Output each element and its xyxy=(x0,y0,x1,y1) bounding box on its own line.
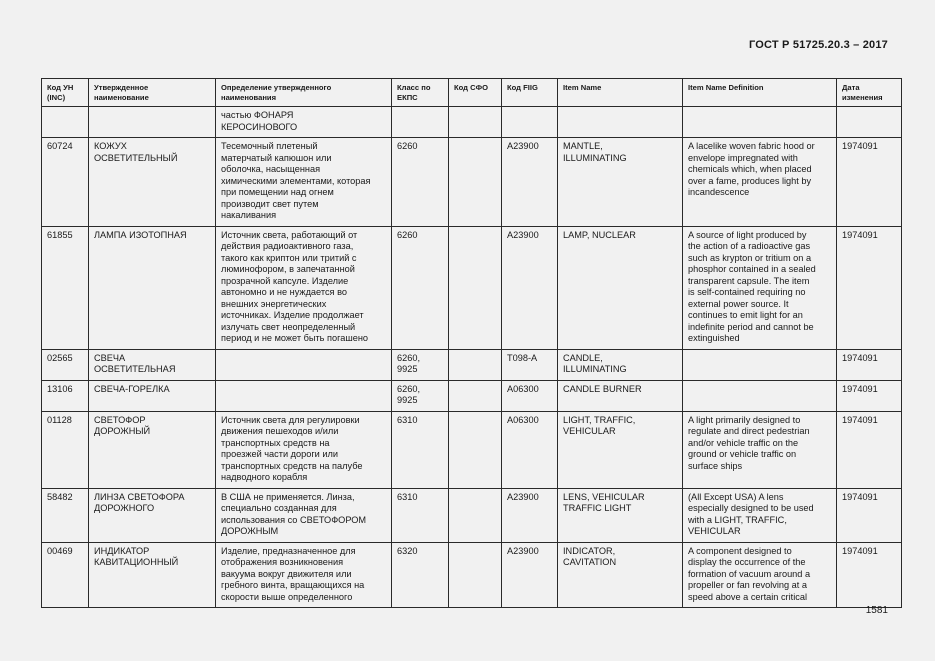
cell-change-date: 1974091 xyxy=(837,380,902,411)
cell-fiig-code: A23900 xyxy=(502,226,558,349)
header-item-name: Item Name xyxy=(558,79,683,107)
cell-sfo-code xyxy=(449,107,502,138)
cell-sfo-code xyxy=(449,226,502,349)
cell-item-definition: (All Except USA) A lens especially designed to be used with a LIGHT, TRAFFIC, VEHICULAR xyxy=(683,488,837,542)
header-fiig-code: Код FIIG xyxy=(502,79,558,107)
cell-sfo-code xyxy=(449,542,502,608)
header-change-date: Дата изменения xyxy=(837,79,902,107)
cell-item-name: INDICATOR, CAVITATION xyxy=(558,542,683,608)
catalog-table xyxy=(41,78,902,608)
header-item-definition: Item Name Definition xyxy=(683,79,837,107)
cell-ekps-class: 6310 xyxy=(392,488,449,542)
document-title: ГОСТ Р 51725.20.3 – 2017 xyxy=(748,39,888,51)
cell-sfo-code xyxy=(449,138,502,227)
cell-item-name: LENS, VEHICULAR TRAFFIC LIGHT xyxy=(558,488,683,542)
header-inc-code: Код УН (INC) xyxy=(42,79,89,107)
cell-inc-code: 13106 xyxy=(42,380,89,411)
cell-approved-name: ЛИНЗА СВЕТОФОРА ДОРОЖНОГО xyxy=(89,488,216,542)
cell-definition: Источник света для регулировки движения пешеходов и/или транспортных средств на проезжей части дороги или транспортных средств на палубе надводного корабля xyxy=(216,411,392,488)
cell-item-name: CANDLE, ILLUMINATING xyxy=(558,349,683,380)
cell-definition: Источник света, работающий от действия радиоактивного газа, такого как криптон или тритий с люминофором, в запечатанной прозрачной капсуле. Изделие автономно и не нуждается во внешних энергетических источниках. Изделие продолжает излучать свет неопределенный период и не может быть погашено xyxy=(216,226,392,349)
cell-ekps-class: 6260, 9925 xyxy=(392,380,449,411)
cell-definition xyxy=(216,349,392,380)
cell-sfo-code xyxy=(449,488,502,542)
cell-fiig-code: T098-A xyxy=(502,349,558,380)
cell-change-date: 1974091 xyxy=(837,542,902,608)
cell-inc-code: 01128 xyxy=(42,411,89,488)
cell-fiig-code: A06300 xyxy=(502,411,558,488)
cell-change-date: 1974091 xyxy=(837,411,902,488)
cell-item-name: MANTLE, ILLUMINATING xyxy=(558,138,683,227)
cell-fiig-code xyxy=(502,107,558,138)
cell-fiig-code: A06300 xyxy=(502,380,558,411)
cell-change-date xyxy=(837,107,902,138)
table-row xyxy=(42,349,902,380)
cell-item-definition: A source of light produced by the action of a radioactive gas such as krypton or tritium on a phosphor contained in a sealed transparent capsule. The item is self-contained requiring no external power source. It continues to emit light for an indefinite period and cannot be extinguished xyxy=(683,226,837,349)
cell-change-date: 1974091 xyxy=(837,349,902,380)
cell-item-definition xyxy=(683,349,837,380)
cell-ekps-class: 6310 xyxy=(392,411,449,488)
cell-change-date: 1974091 xyxy=(837,488,902,542)
cell-inc-code: 60724 xyxy=(42,138,89,227)
table-row xyxy=(42,411,902,488)
cell-ekps-class: 6320 xyxy=(392,542,449,608)
cell-item-name: CANDLE BURNER xyxy=(558,380,683,411)
cell-item-name xyxy=(558,107,683,138)
cell-item-definition: A lacelike woven fabric hood or envelope impregnated with chemicals which, when placed over a fame, produces light by incandescence xyxy=(683,138,837,227)
cell-item-definition: A component designed to display the occurrence of the formation of vacuum around a propeller or fan revolving at a speed above a certain critical xyxy=(683,542,837,608)
cell-approved-name: ЛАМПА ИЗОТОПНАЯ xyxy=(89,226,216,349)
header-definition: Определение утвержденного наименования xyxy=(216,79,392,107)
cell-definition xyxy=(216,380,392,411)
cell-definition: В США не применяется. Линза, специально созданная для использования со СВЕТОФОРОМ ДОРОЖНЫМ xyxy=(216,488,392,542)
cell-approved-name: СВЕТОФОР ДОРОЖНЫЙ xyxy=(89,411,216,488)
cell-inc-code: 58482 xyxy=(42,488,89,542)
table-header-row xyxy=(42,79,902,107)
cell-sfo-code xyxy=(449,411,502,488)
cell-approved-name: СВЕЧА ОСВЕТИТЕЛЬНАЯ xyxy=(89,349,216,380)
cell-ekps-class: 6260, 9925 xyxy=(392,349,449,380)
header-sfo-code: Код СФО xyxy=(449,79,502,107)
cell-inc-code: 61855 xyxy=(42,226,89,349)
table-row xyxy=(42,488,902,542)
cell-approved-name xyxy=(89,107,216,138)
cell-approved-name: СВЕЧА-ГОРЕЛКА xyxy=(89,380,216,411)
cell-definition: частью ФОНАРЯ КЕРОСИНОВОГО xyxy=(216,107,392,138)
cell-ekps-class: 6260 xyxy=(392,226,449,349)
cell-change-date: 1974091 xyxy=(837,138,902,227)
header-approved-name: Утвержденное наименование xyxy=(89,79,216,107)
table-row xyxy=(42,380,902,411)
header-ekps-class: Класс по ЕКПС xyxy=(392,79,449,107)
cell-fiig-code: A23900 xyxy=(502,542,558,608)
cell-sfo-code xyxy=(449,349,502,380)
cell-fiig-code: A23900 xyxy=(502,488,558,542)
page-number: 1581 xyxy=(865,605,888,616)
cell-definition: Тесемочный плетеный матерчатый капюшон или оболочка, насыщенная химическими элементами, которая при помещении над огнем производит свет путем накаливания xyxy=(216,138,392,227)
cell-ekps-class: 6260 xyxy=(392,138,449,227)
cell-inc-code: 02565 xyxy=(42,349,89,380)
cell-change-date: 1974091 xyxy=(837,226,902,349)
cell-approved-name: ИНДИКАТОР КАВИТАЦИОННЫЙ xyxy=(89,542,216,608)
table-row xyxy=(42,107,902,138)
table-row xyxy=(42,542,902,608)
cell-definition: Изделие, предназначенное для отображения возникновения вакуума вокруг движителя или гребного винта, вращающихся на скорости выше определенного xyxy=(216,542,392,608)
table-row xyxy=(42,138,902,227)
cell-item-name: LAMP, NUCLEAR xyxy=(558,226,683,349)
cell-ekps-class xyxy=(392,107,449,138)
table-row xyxy=(42,226,902,349)
cell-item-name: LIGHT, TRAFFIC, VEHICULAR xyxy=(558,411,683,488)
cell-item-definition xyxy=(683,107,837,138)
cell-inc-code: 00469 xyxy=(42,542,89,608)
cell-item-definition: A light primarily designed to regulate and direct pedestrian and/or vehicle traffic on the ground or vehicle traffic on surface ships xyxy=(683,411,837,488)
cell-item-definition xyxy=(683,380,837,411)
cell-approved-name: КОЖУХ ОСВЕТИТЕЛЬНЫЙ xyxy=(89,138,216,227)
cell-inc-code xyxy=(42,107,89,138)
cell-fiig-code: A23900 xyxy=(502,138,558,227)
cell-sfo-code xyxy=(449,380,502,411)
